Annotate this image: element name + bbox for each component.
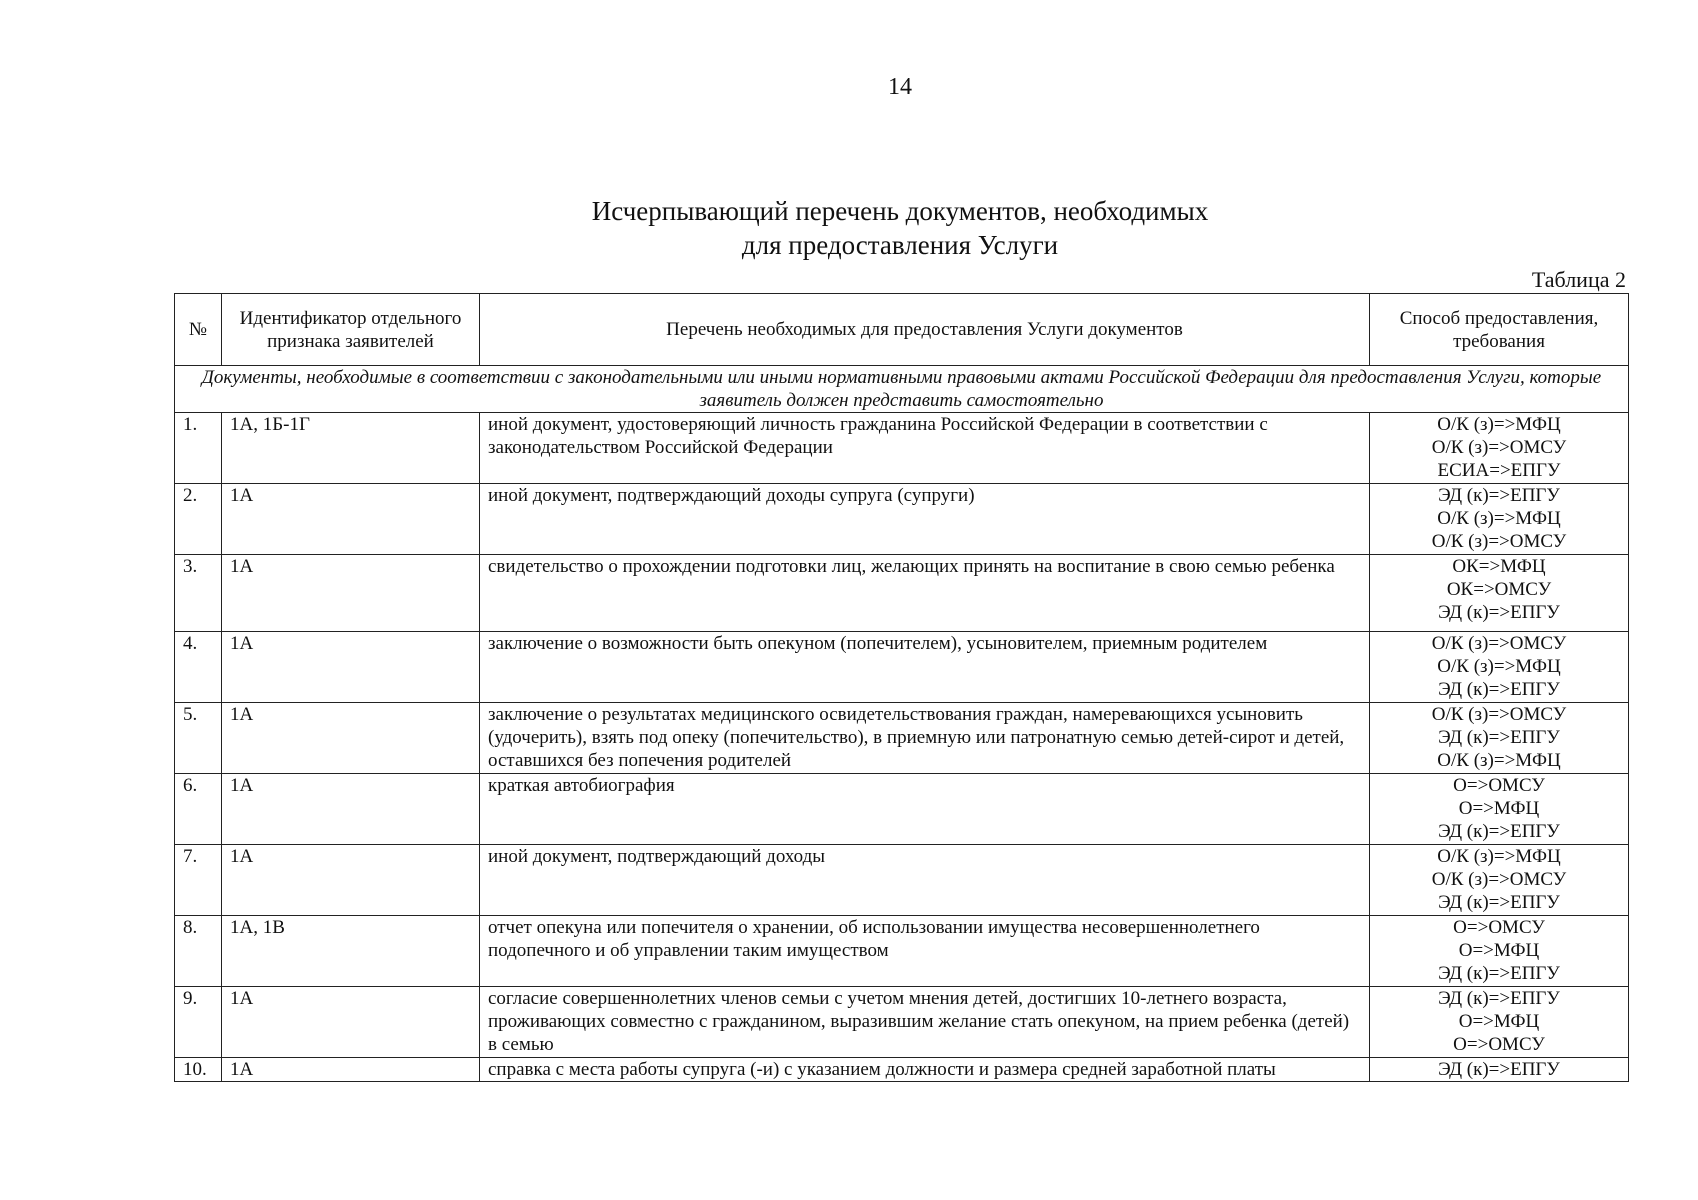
method-line: О=>МФЦ bbox=[1458, 1011, 1540, 1032]
row-document: справка с места работы супруга (-и) с указанием должности и размера средней заработной платы bbox=[480, 1058, 1370, 1082]
method-line: О/К (з)=>МФЦ bbox=[1437, 656, 1561, 677]
row-identifier: 1А bbox=[222, 555, 480, 632]
method-line: О/К (з)=>МФЦ bbox=[1437, 508, 1561, 529]
row-identifier: 1А bbox=[222, 632, 480, 703]
page-number: 14 bbox=[888, 74, 912, 100]
row-methods bbox=[1370, 632, 1629, 703]
method-line: О=>ОМСУ bbox=[1453, 917, 1545, 938]
method-line: ЭД (к)=>ЕПГУ bbox=[1438, 963, 1560, 984]
method-line: О/К (з)=>МФЦ bbox=[1437, 414, 1561, 435]
row-number: 8. bbox=[175, 916, 222, 987]
header-method: Способ предоставления, требования bbox=[1370, 294, 1629, 366]
row-identifier: 1А, 1Б-1Г bbox=[222, 413, 480, 484]
row-document: заключение о результатах медицинского освидетельствования граждан, намеревающихся усыновить (удочерить), взять под опеку (попечительство), в приемную или патронатную семью детей-сирот и детей, оставшихся без попечения родителей bbox=[480, 703, 1370, 774]
header-identifier: Идентификатор отдельного признака заявителей bbox=[222, 294, 480, 366]
section-row bbox=[175, 366, 1629, 413]
table-row bbox=[175, 774, 1629, 845]
method-line: О=>ОМСУ bbox=[1453, 775, 1545, 796]
row-document: иной документ, подтверждающий доходы bbox=[480, 845, 1370, 916]
header-num: № bbox=[175, 294, 222, 366]
row-document: краткая автобиография bbox=[480, 774, 1370, 845]
section-title: Документы, необходимые в соответствии с законодательными или иными нормативными правовыми актами Российской Федерации для предоставления Услуги, которые заявитель должен представить самостоятельно bbox=[175, 366, 1629, 413]
row-number: 9. bbox=[175, 987, 222, 1058]
row-document: согласие совершеннолетних членов семьи с учетом мнения детей, достигших 10-летнего возраста, проживающих совместно с гражданином, выразившим желание стать опекуном, на прием ребенка (детей) в семью bbox=[480, 987, 1370, 1058]
row-identifier: 1А bbox=[222, 987, 480, 1058]
method-line: О=>МФЦ bbox=[1458, 798, 1540, 819]
method-line: ЕСИА=>ЕПГУ bbox=[1437, 460, 1561, 481]
method-line: ЭД (к)=>ЕПГУ bbox=[1438, 485, 1560, 506]
row-number: 6. bbox=[175, 774, 222, 845]
row-identifier: 1А bbox=[222, 845, 480, 916]
table-row bbox=[175, 632, 1629, 703]
table-row bbox=[175, 916, 1629, 987]
method-line: ЭД (к)=>ЕПГУ bbox=[1438, 679, 1560, 700]
row-methods bbox=[1370, 987, 1629, 1058]
method-line: О=>МФЦ bbox=[1458, 940, 1540, 961]
table-label: Таблица 2 bbox=[1531, 267, 1626, 292]
method-line: О/К (з)=>ОМСУ bbox=[1431, 531, 1567, 552]
title-line-2: для предоставления Услуги bbox=[741, 230, 1059, 260]
row-document: заключение о возможности быть опекуном (попечителем), усыновителем, приемным родителем bbox=[480, 632, 1370, 703]
method-line: О=>ОМСУ bbox=[1453, 1034, 1545, 1055]
table-row bbox=[175, 555, 1629, 632]
method-line: О/К (з)=>МФЦ bbox=[1437, 750, 1561, 771]
method-line: ЭД (к)=>ЕПГУ bbox=[1438, 988, 1560, 1009]
row-number: 3. bbox=[175, 555, 222, 632]
table-body bbox=[175, 366, 1629, 1082]
row-identifier: 1А bbox=[222, 703, 480, 774]
method-line: ЭД (к)=>ЕПГУ bbox=[1438, 727, 1560, 748]
table-row bbox=[175, 845, 1629, 916]
table-row bbox=[175, 413, 1629, 484]
method-line: ЭД (к)=>ЕПГУ bbox=[1438, 892, 1560, 913]
row-methods bbox=[1370, 413, 1629, 484]
row-identifier: 1А bbox=[222, 774, 480, 845]
row-methods bbox=[1370, 1058, 1629, 1082]
method-line: О/К (з)=>ОМСУ bbox=[1431, 437, 1567, 458]
row-methods bbox=[1370, 916, 1629, 987]
title-line-1: Исчерпывающий перечень документов, необходимых bbox=[591, 196, 1209, 226]
row-number: 2. bbox=[175, 484, 222, 555]
table-row bbox=[175, 1058, 1629, 1082]
row-methods bbox=[1370, 774, 1629, 845]
method-line: О/К (з)=>МФЦ bbox=[1437, 846, 1561, 867]
row-methods bbox=[1370, 845, 1629, 916]
row-methods bbox=[1370, 484, 1629, 555]
row-identifier: 1А, 1В bbox=[222, 916, 480, 987]
row-number: 5. bbox=[175, 703, 222, 774]
row-document: иной документ, удостоверяющий личность гражданина Российской Федерации в соответствии с законодательством Российской Федерации bbox=[480, 413, 1370, 484]
table-header-row bbox=[175, 294, 1629, 366]
method-line: ЭД (к)=>ЕПГУ bbox=[1438, 821, 1560, 842]
table-row bbox=[175, 484, 1629, 555]
row-document: отчет опекуна или попечителя о хранении, об использовании имущества несовершеннолетнего подопечного и об управлении таким имуществом bbox=[480, 916, 1370, 987]
documents-table bbox=[174, 293, 1629, 1082]
row-methods bbox=[1370, 703, 1629, 774]
row-identifier: 1А bbox=[222, 484, 480, 555]
row-document: свидетельство о прохождении подготовки лиц, желающих принять на воспитание в свою семью ребенка bbox=[480, 555, 1370, 632]
method-line: ОК=>МФЦ bbox=[1452, 556, 1546, 577]
table-row bbox=[175, 987, 1629, 1058]
table-row bbox=[175, 703, 1629, 774]
row-number: 10. bbox=[175, 1058, 222, 1082]
row-number: 7. bbox=[175, 845, 222, 916]
header-documents: Перечень необходимых для предоставления Услуги документов bbox=[480, 294, 1370, 366]
row-document: иной документ, подтверждающий доходы супруга (супруги) bbox=[480, 484, 1370, 555]
method-line: О/К (з)=>ОМСУ bbox=[1431, 869, 1567, 890]
method-line: ЭД (к)=>ЕПГУ bbox=[1438, 1059, 1560, 1080]
row-number: 4. bbox=[175, 632, 222, 703]
row-identifier: 1А bbox=[222, 1058, 480, 1082]
method-line: О/К (з)=>ОМСУ bbox=[1431, 704, 1567, 725]
row-number: 1. bbox=[175, 413, 222, 484]
method-line: ОК=>ОМСУ bbox=[1446, 579, 1552, 600]
row-methods bbox=[1370, 555, 1629, 632]
document-title bbox=[0, 194, 1698, 262]
method-line: ЭД (к)=>ЕПГУ bbox=[1438, 602, 1560, 623]
method-line: О/К (з)=>ОМСУ bbox=[1431, 633, 1567, 654]
